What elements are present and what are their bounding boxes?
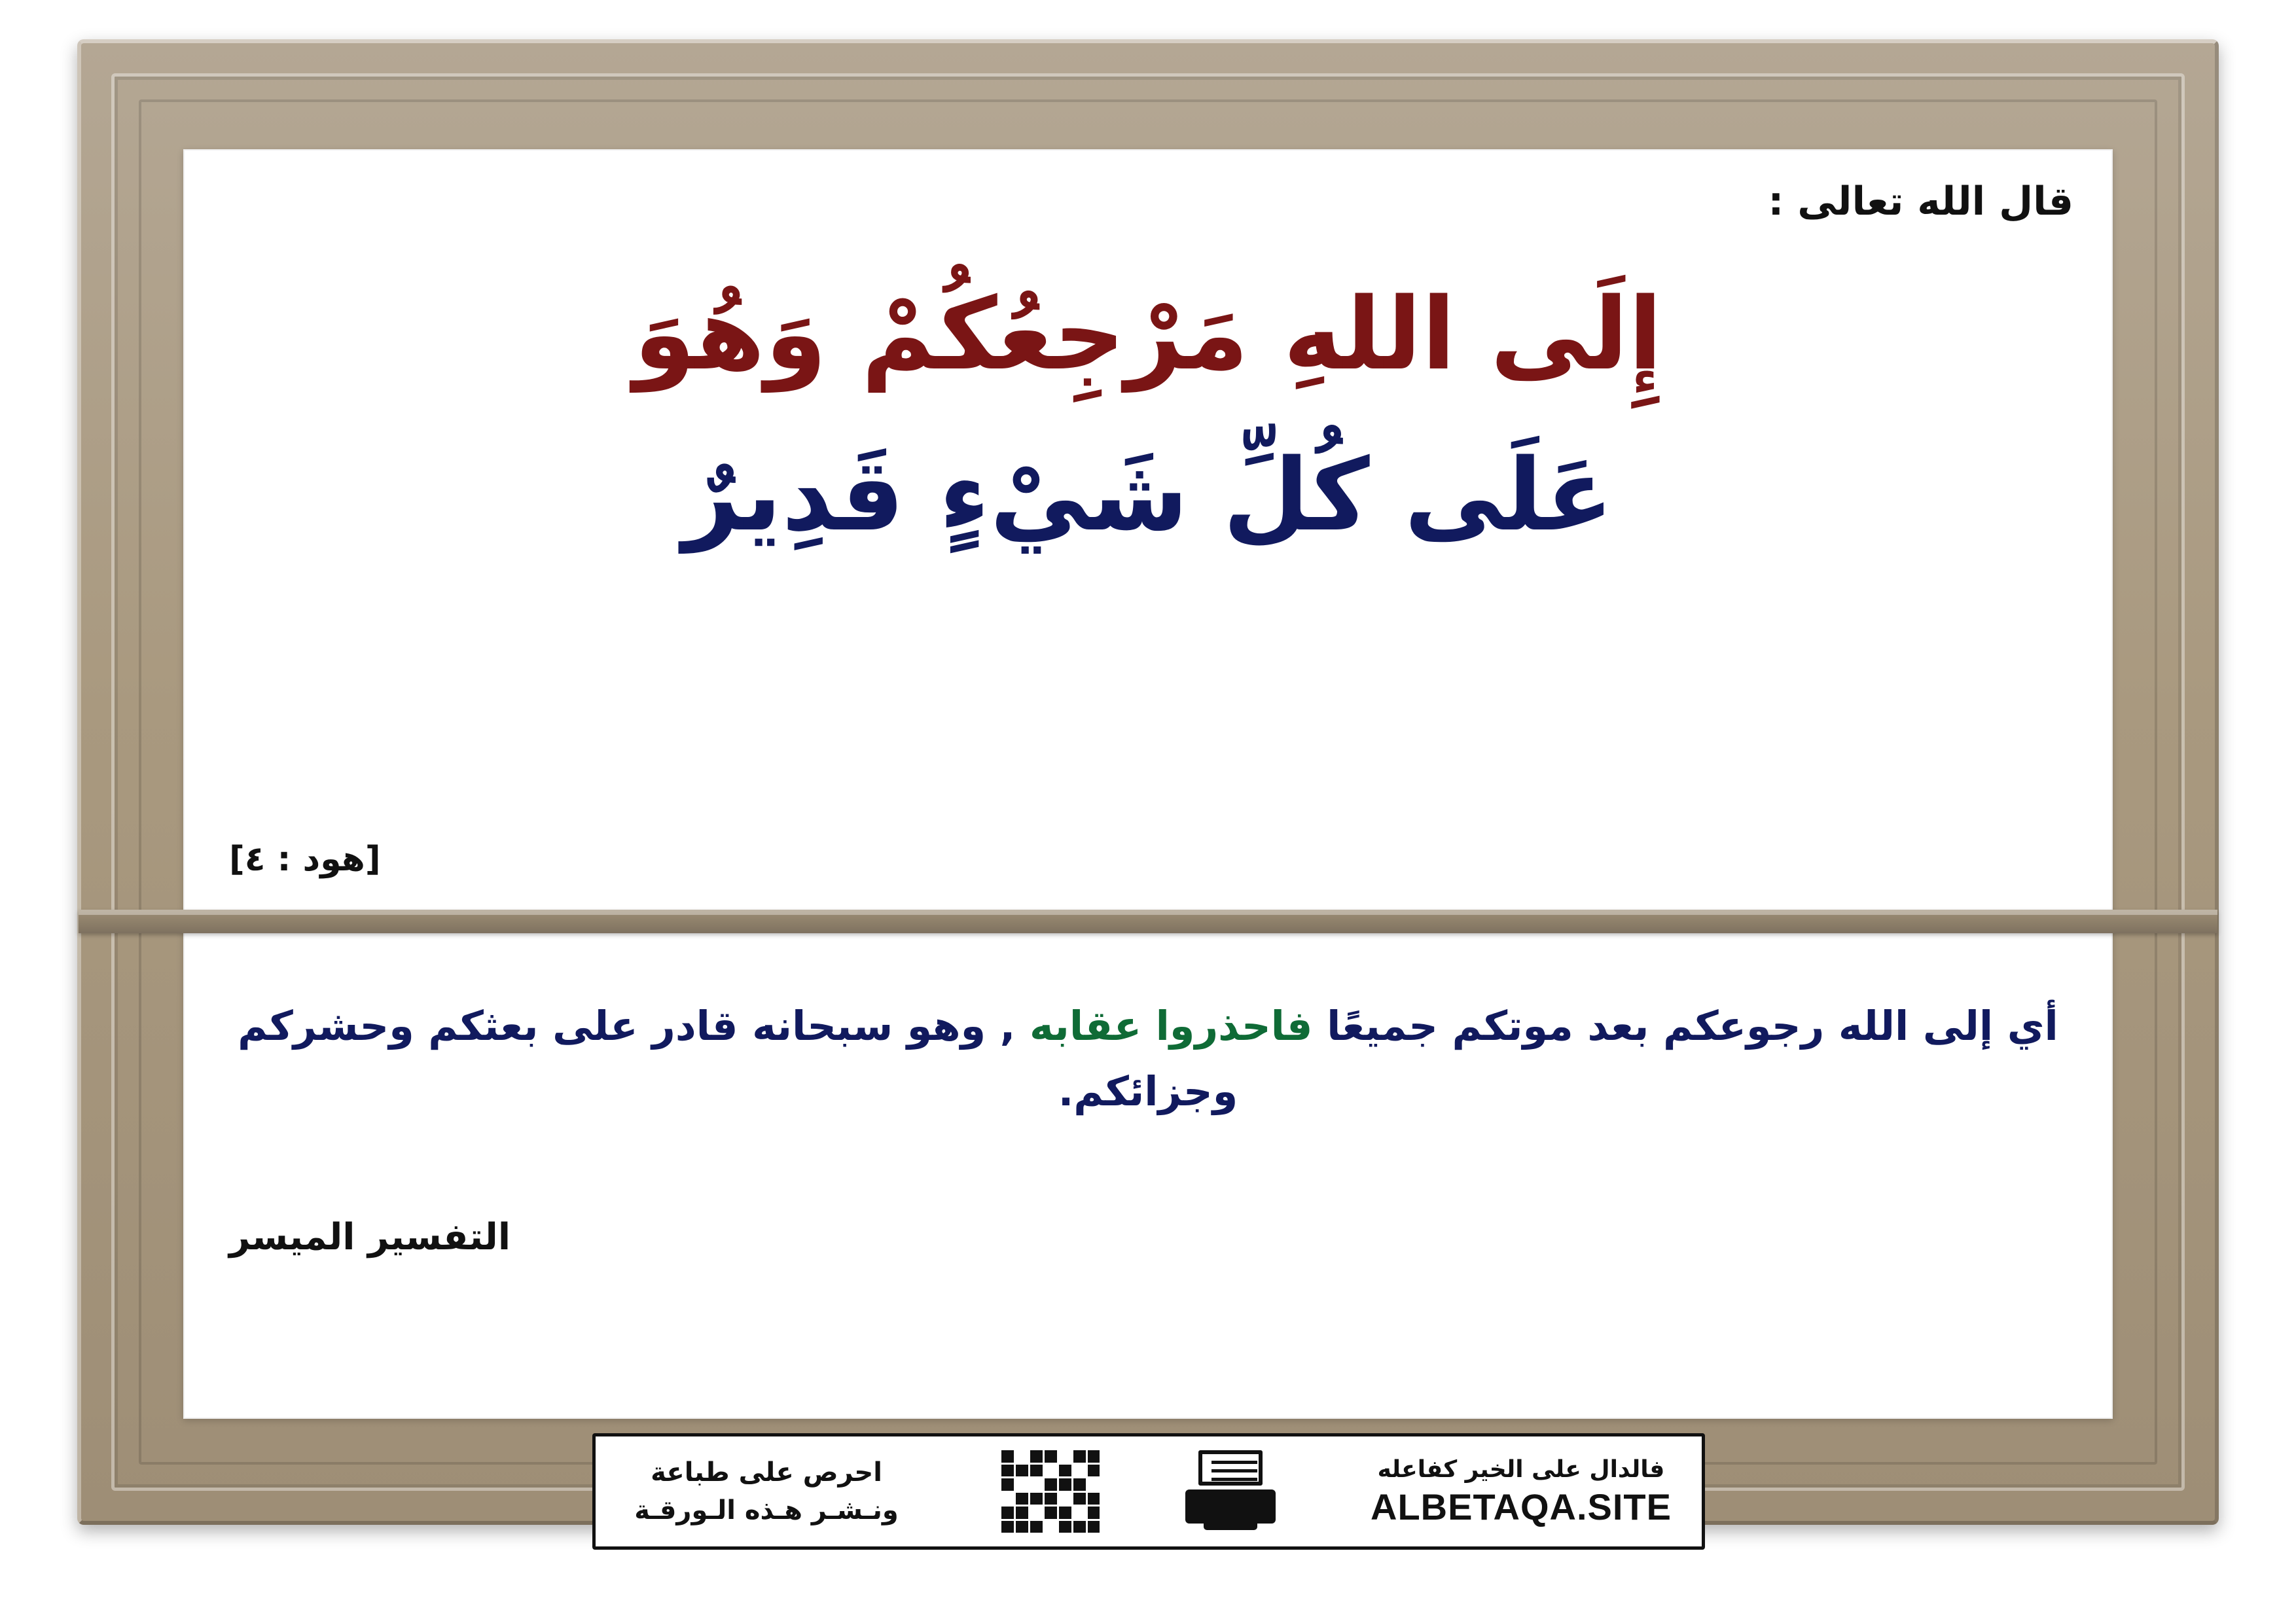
tafsir-part-2: فاحذروا عقابه <box>1029 1002 1313 1050</box>
footer-bar <box>592 1433 1705 1550</box>
printer-paper <box>1198 1450 1263 1486</box>
kufic-logo-grid <box>1001 1450 1100 1533</box>
printer-tray <box>1204 1520 1257 1530</box>
ayah-line-2: عَلَى كُلِّ شَيْءٍ قَدِيرٌ <box>682 437 1614 554</box>
printer-icon <box>1181 1449 1280 1534</box>
tafsir-part-3: , وهو سبحانه قادر على بعثكم وحشركم وجزائكم. <box>238 1002 1238 1116</box>
ayah-block <box>183 254 2113 908</box>
footer-print-message <box>613 1454 920 1529</box>
printer-body <box>1185 1489 1276 1524</box>
content-card <box>183 149 2113 1419</box>
ayah-line-1: إِلَى اللهِ مَرْجِعُكُمْ وَهُوَ <box>634 276 1662 392</box>
tafsir-source: التفسير الميسر <box>229 1216 511 1258</box>
footer-site-block <box>1357 1455 1685 1528</box>
section-divider-highlight <box>79 910 2217 915</box>
ayah-reference: [هود : ٤] <box>229 840 381 879</box>
footer-print-line-1: احرص على طباعة <box>651 1457 882 1488</box>
ayah-header-label: قال الله تعالى : <box>1768 179 2073 224</box>
footer-print-line-2: ونـشـر هـذه الـورقـة <box>634 1495 899 1525</box>
footer-site-url[interactable]: ALBETAQA.SITE <box>1371 1486 1672 1527</box>
tafsir-part-1: أي إلى الله رجوعكم بعد موتكم جميعًا <box>1327 1002 2058 1050</box>
footer-hadith-line: فالدال على الخير كفاعله <box>1377 1456 1665 1484</box>
kufic-logo-icon <box>998 1448 1103 1535</box>
tafsir-text <box>223 993 2073 1125</box>
